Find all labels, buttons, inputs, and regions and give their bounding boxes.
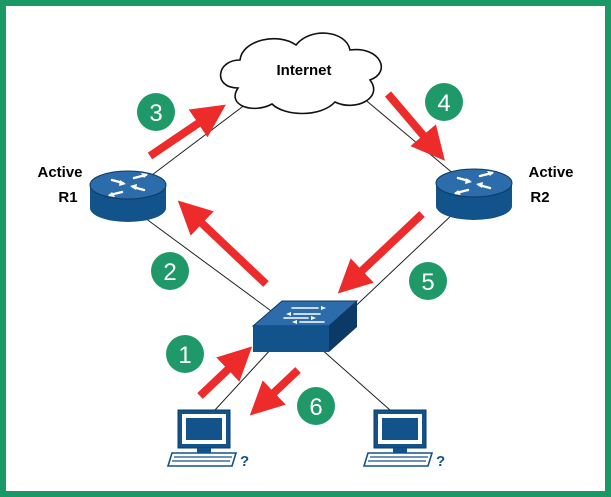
internet-label: Internet	[276, 62, 332, 79]
router-r2-icon	[436, 169, 512, 220]
router-r1-name: R1	[58, 189, 78, 206]
step-number: 6	[309, 394, 323, 421]
step-number: 3	[149, 100, 163, 127]
svg-text:?: ?	[436, 453, 446, 470]
router-r1-status: Active	[37, 164, 83, 181]
step-number: 2	[163, 259, 177, 286]
router-r1-icon	[90, 171, 166, 222]
step-number: 4	[437, 90, 451, 117]
router-r2-name: R2	[530, 189, 550, 206]
step-badge-2	[151, 252, 189, 290]
step-badge-4	[425, 83, 463, 121]
step-number: 5	[421, 269, 435, 296]
step-badge-5	[409, 262, 447, 300]
step-badge-3	[137, 93, 175, 131]
svg-text:?: ?	[240, 453, 250, 470]
step-badge-6	[297, 387, 335, 425]
step-number: 1	[178, 342, 192, 369]
step-badge-1	[166, 335, 204, 373]
router-r2-status: Active	[528, 164, 574, 181]
